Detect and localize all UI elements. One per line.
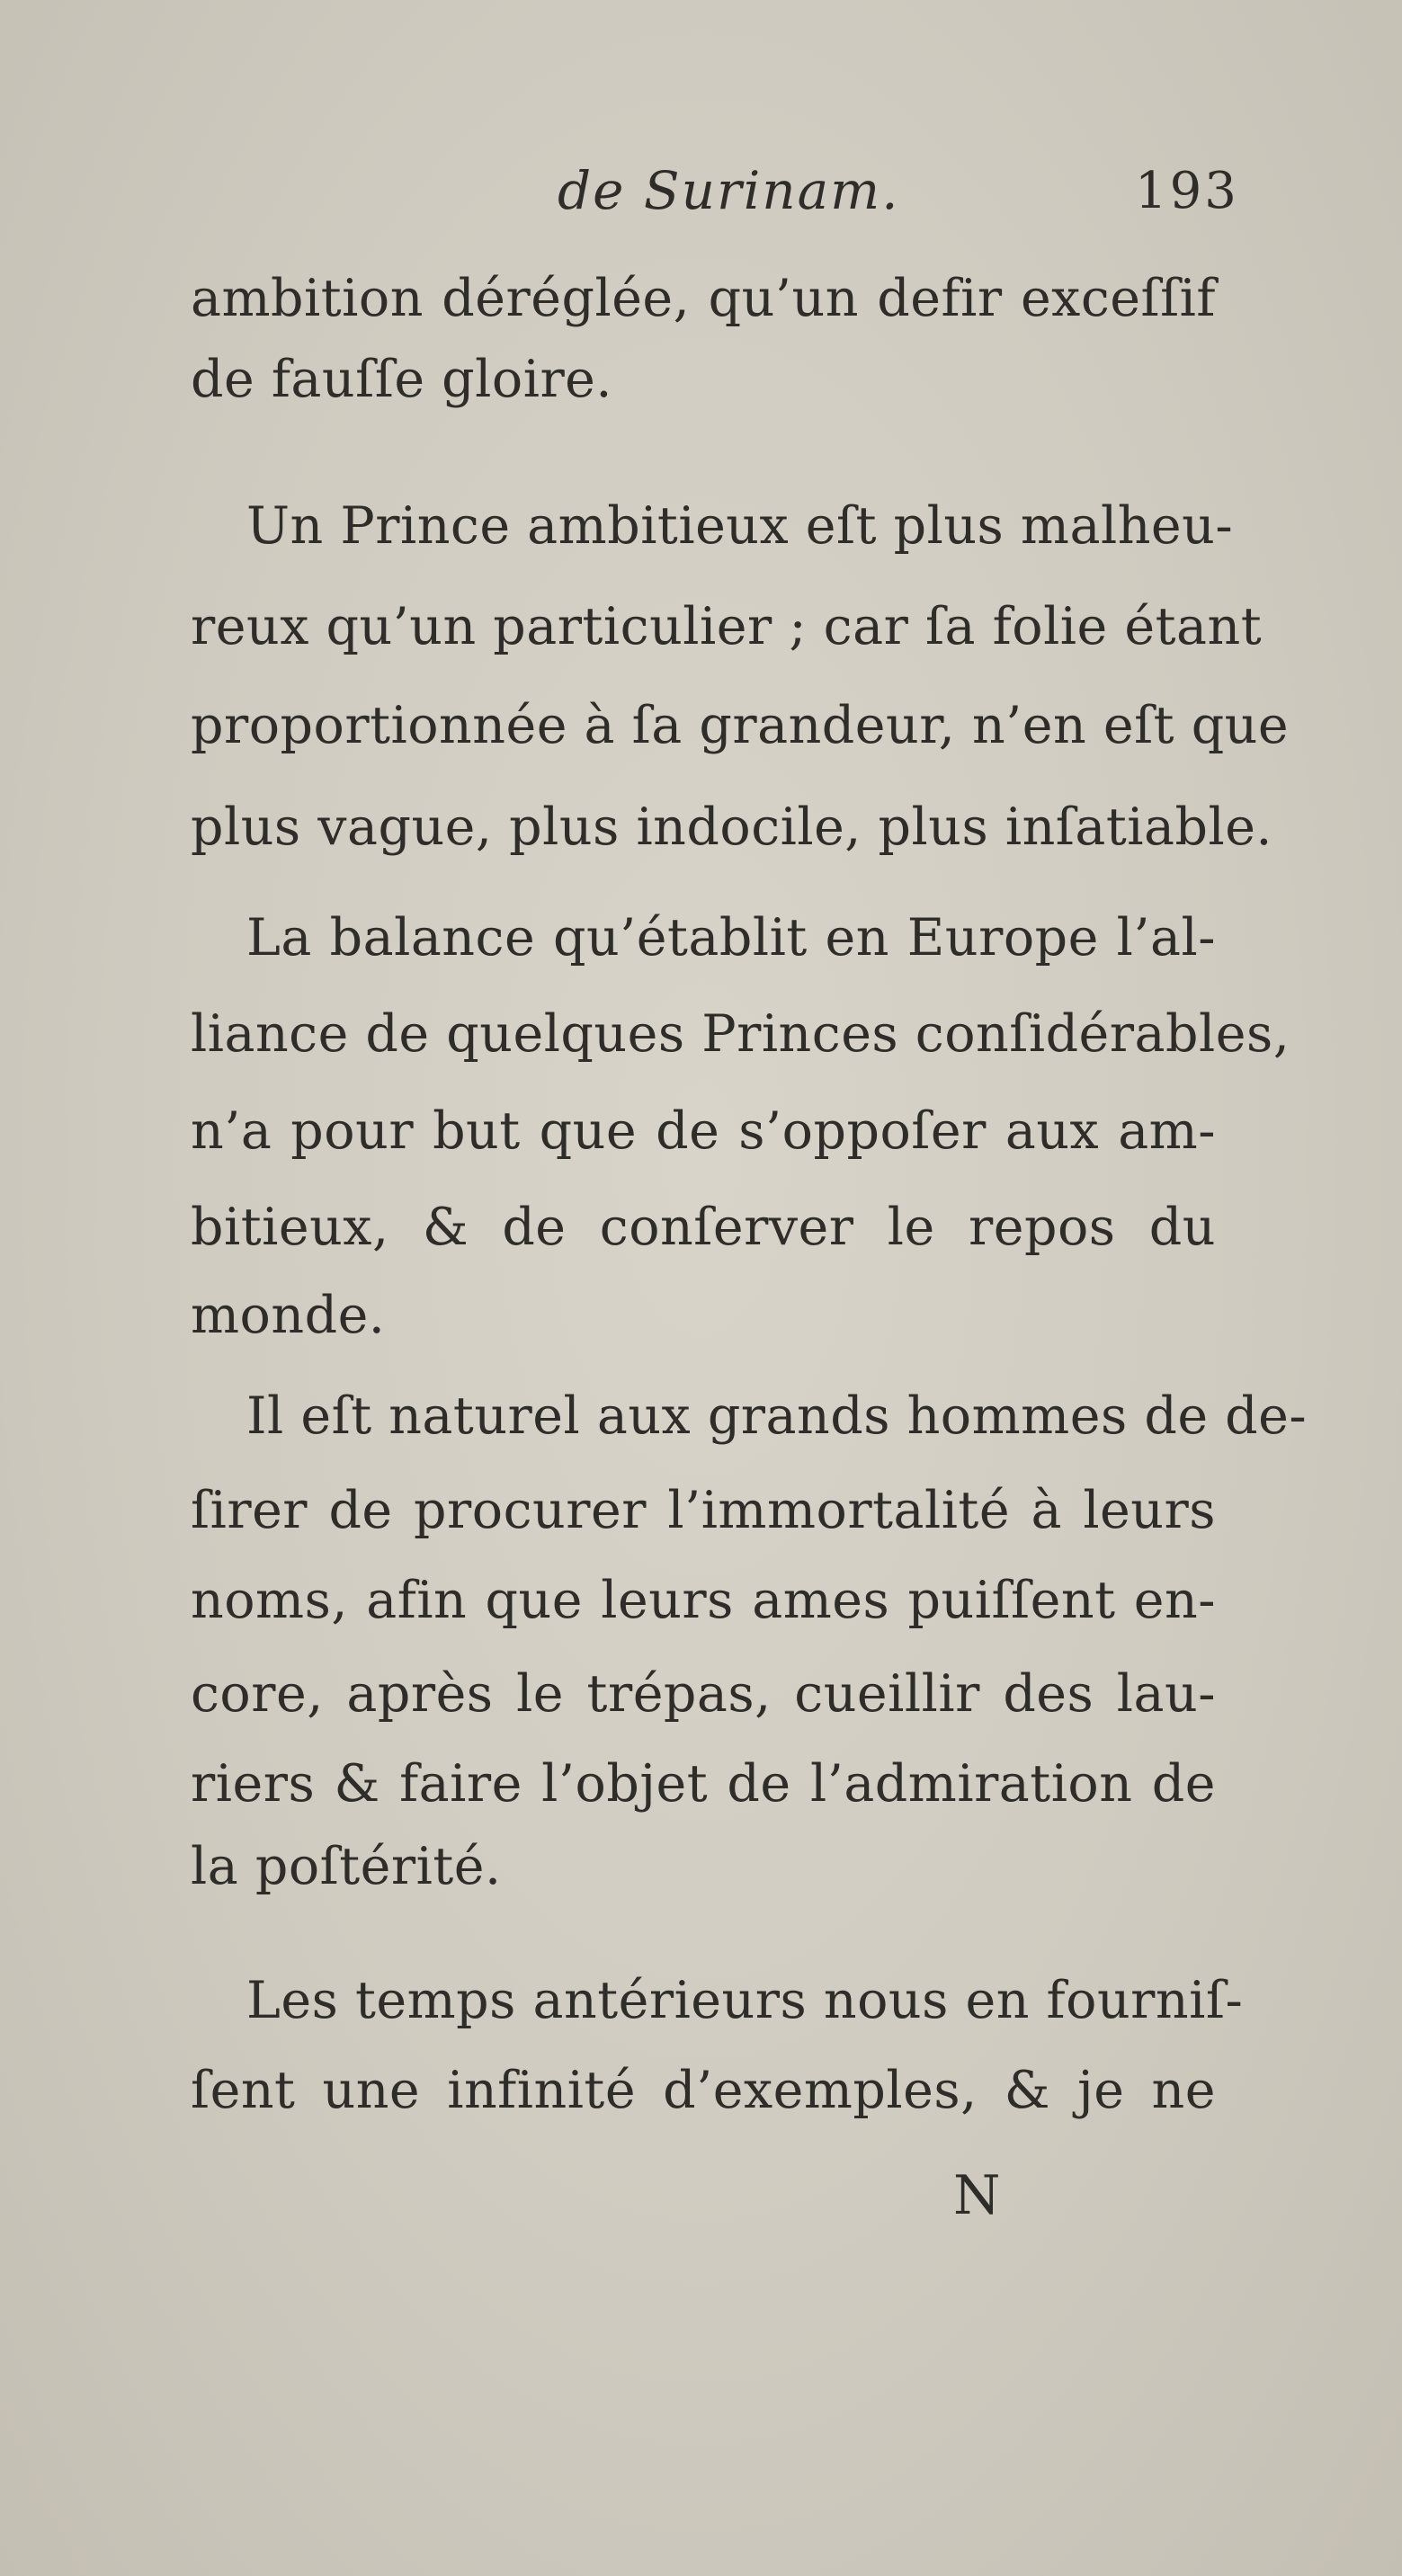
signature-mark: N [953,2164,1001,2227]
text-line: noms, afin que leurs ames puiſſent en- [191,1571,1216,1630]
page-number: 193 [1135,162,1239,220]
text-line: de fauſſe gloire. [191,350,613,409]
text-line: ſirer de procurer l’immortalité à leurs [191,1481,1216,1540]
text-line: Les temps antérieurs nous en fourniſ- [246,1971,1244,2030]
text-line: la poſtérité. [191,1837,502,1896]
text-line: monde. [191,1286,386,1345]
text-line: proportionnée à ſa grandeur, n’en eſt que [191,696,1290,755]
text-line: liance de quelques Princes conſidérables, [191,1004,1290,1064]
text-line: plus vague, plus indocile, plus inſatiable. [191,798,1273,857]
text-line: bitieux, & de conſerver le repos du [191,1198,1216,1257]
text-line: reux qu’un particulier ; car ſa folie étant [191,597,1263,656]
text-line: n’a pour but que de s’oppoſer aux am- [191,1101,1216,1161]
text-line: ſent une infinité d’exemples, & je ne [191,2061,1216,2120]
text-line: riers & faire l’objet de l’admiration de [191,1754,1216,1814]
text-line: Il eſt naturel aux grands hommes de de- [246,1386,1308,1446]
running-title: de Surinam. [558,160,900,221]
text-line: core, après le trépas, cueillir des lau- [191,1664,1216,1724]
text-line: Un Prince ambitieux eſt plus malheu- [246,496,1234,556]
text-line: La balance qu’établit en Europe l’al- [246,908,1216,967]
text-line: ambition déréglée, qu’un defir exceſſif [191,269,1216,328]
